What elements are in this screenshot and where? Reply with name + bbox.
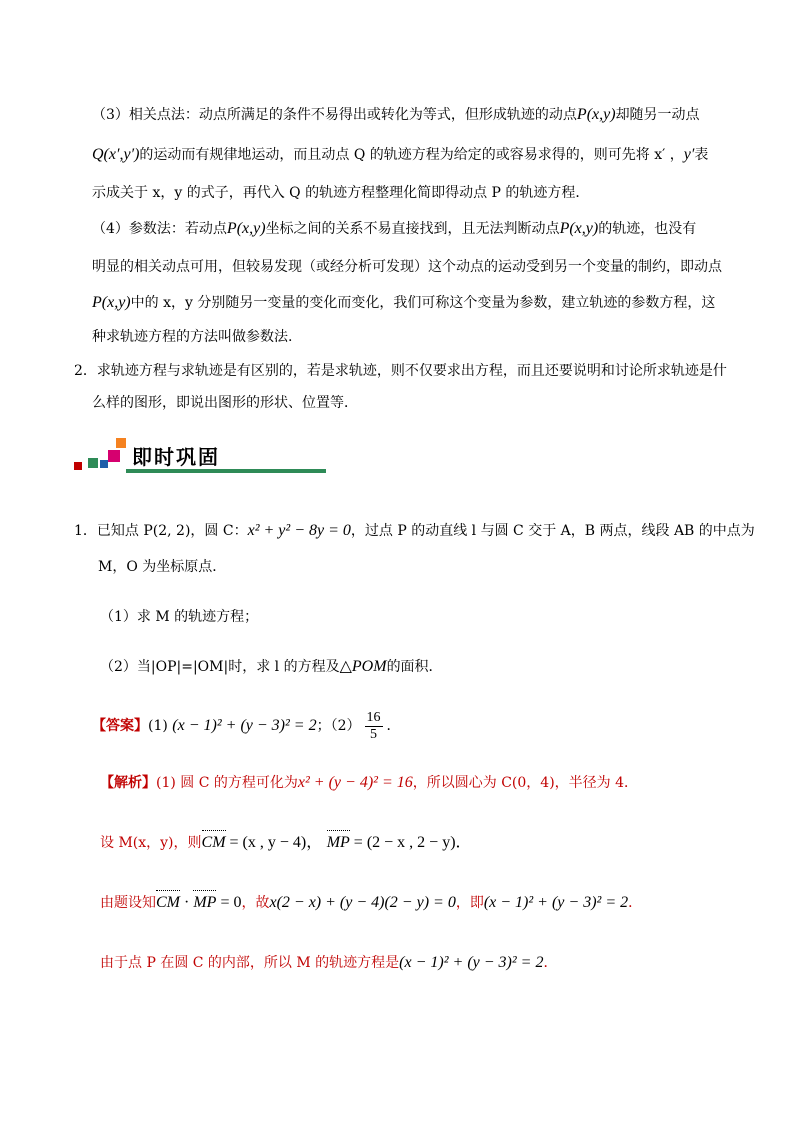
problem1-line2: M，O 为坐标原点． (98, 559, 227, 575)
problem-number: 1． (74, 523, 97, 539)
analysis-line3 (100, 892, 642, 914)
text: 设 M(x，y)，则 (100, 835, 202, 851)
math-yprime: y′ (683, 146, 695, 163)
answer-tag: 【答案】 (92, 718, 148, 734)
text: 相关点法：动点所满足的条件不易得出或转化为等式，但形成轨迹的动点 (128, 107, 577, 123)
text: 由题设知 (100, 895, 156, 911)
dot-operator: · (180, 894, 194, 911)
method4-line1 (92, 218, 696, 240)
text: ，过点 P 的动直线 l 与圆 C 交于 A，B 两点，线段 AB 的中点为 (350, 523, 755, 539)
text: ，所以圆心为 C(0，4)，半径为 4． (412, 775, 639, 791)
math-circle-standard: x² + (y − 4)² = 16 (297, 774, 413, 791)
text: 的轨迹，也没有 (598, 221, 697, 237)
method4-label: （4） (92, 221, 129, 237)
banner-square-green-icon (88, 458, 98, 468)
math-p: P(x,y) (559, 220, 599, 237)
math-p: P(x,y) (576, 106, 616, 123)
answer-fraction (365, 710, 383, 743)
method4-line3 (92, 292, 715, 314)
method4-line2: 明显的相关动点可用，但较易发现（或经分析可发现）这个动点的运动受到另一个变量的制约，即动点 (92, 259, 722, 275)
section-underline (126, 469, 326, 473)
method3-line1 (92, 104, 700, 126)
banner-square-red-icon (74, 462, 82, 470)
section-banner (74, 438, 254, 474)
math-locus: (x − 1)² + (y − 3)² = 2 (483, 894, 629, 911)
math-cm-value: = (x , y − 4)， (225, 834, 323, 851)
method4-line4: 种求轨迹方程的方法叫做参数法. (92, 329, 293, 345)
math-q: Q(x′,y′) (92, 146, 140, 163)
text: ． (628, 895, 643, 911)
text: 却随另一动点 (615, 107, 700, 123)
analysis-tag: 【解析】 (100, 775, 156, 791)
text: 已知点 P(2, 2)，圆 C： (96, 523, 248, 539)
text: ；（2） (316, 718, 361, 734)
banner-square-blue-icon (100, 460, 108, 468)
text: 坐标之间的关系不易直接找到，且无法判断动点 (265, 221, 560, 237)
math-circle-equation: x² + y² − 8y = 0 (247, 522, 351, 539)
analysis-line4 (100, 952, 557, 974)
vector-cm: CM (156, 892, 180, 914)
text: 求轨迹方程与求轨迹是有区别的，若是求轨迹，则不仅要求出方程，而且还要说明和讨论所求轨迹是什 (96, 363, 727, 379)
text: ，即 (455, 895, 484, 911)
text: 由于点 P 在圆 C 的内部，所以 M 的轨迹方程是 (100, 955, 400, 971)
method3-line2 (92, 144, 708, 166)
text: 参数法：若动点 (128, 221, 227, 237)
text: 中的 x，y 分别随另一变量的变化而变化，我们可称这个变量为参数，建立轨迹的参数方程，这 (130, 295, 716, 311)
analysis-line2 (100, 832, 472, 854)
text: 表 (694, 147, 709, 163)
vector-cm: CM (202, 832, 226, 854)
math-zero: = 0 (216, 894, 242, 911)
note2-number: 2． (74, 363, 97, 379)
vector-mp: MP (193, 892, 216, 914)
denominator: 5 (370, 726, 378, 742)
text: 的面积． (386, 659, 443, 675)
vector-mp: MP (327, 832, 350, 854)
question-1: （1）求 M 的轨迹方程； (100, 609, 259, 625)
math-answer-1: (x − 1)² + (y − 3)² = 2 (172, 717, 317, 734)
numerator: 16 (366, 709, 381, 725)
banner-square-orange-icon (116, 438, 126, 448)
problem1-line1 (74, 520, 755, 542)
method3-line3: 示成关于 x，y 的式子，再代入 Q 的轨迹方程整理化简即得动点 P 的轨迹方程． (92, 185, 590, 201)
text: (1) (148, 718, 168, 734)
math-p: P(x,y) (92, 294, 131, 311)
math-p: P(x,y) (226, 220, 266, 237)
math-expansion: x(2 − x) + (y − 4)(2 − y) = 0 (269, 894, 456, 911)
math-mp-value: = (2 − x , 2 − y)． (349, 834, 472, 851)
math-triangle: △POM (339, 658, 387, 675)
answer-line (92, 704, 401, 748)
text: （2）当|OP|=|OM|时，求 l 的方程及 (100, 659, 340, 675)
text: ． (386, 718, 401, 734)
text: (1) 圆 C 的方程可化为 (156, 775, 298, 791)
math-locus: (x − 1)² + (y − 3)² = 2 (399, 954, 544, 971)
question-2 (100, 656, 443, 678)
section-title: 即时巩固 (132, 445, 220, 469)
method3-label: （3） (92, 107, 129, 123)
banner-square-magenta-icon (108, 450, 120, 462)
note2-line1 (74, 360, 727, 382)
text: ，故 (241, 895, 270, 911)
text: ． (543, 955, 558, 971)
analysis-line1 (100, 772, 638, 794)
text: 的运动而有规律地运动，而且动点 Q 的轨迹方程为给定的或容易求得的，则可先将 x′ ， (139, 147, 684, 163)
note2-line2: 么样的图形，即说出图形的形状、位置等． (92, 395, 358, 411)
